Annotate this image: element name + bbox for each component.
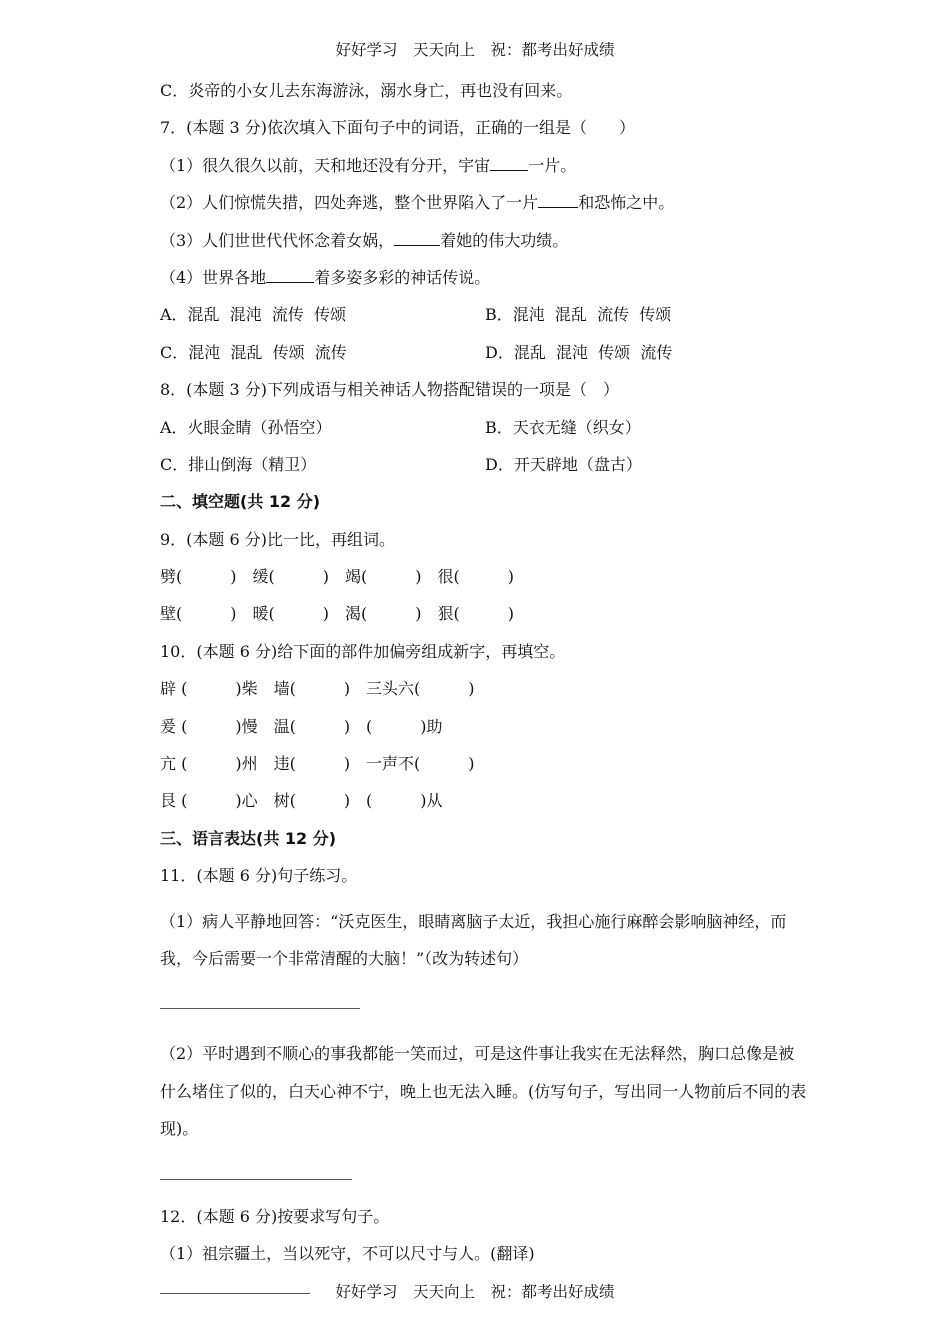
q7-sentence-3: [160, 230, 810, 267]
q7-3-text-a: （3）人们世世代代怀念着女娲，: [160, 230, 395, 250]
q8-option-d[interactable]: D．开天辟地（盘古）: [485, 454, 642, 474]
q11-part-1: （1）病人平静地回答：“沃克医生，眼睛离脑子太近，我担心施行麻醉会影响脑神经，而我，今后需要一个非常清醒的大脑！”（改为转述句）: [160, 911, 787, 968]
q7-1-text-a: （1）很久很久以前，天和地还没有分开，宇宙: [160, 155, 491, 175]
page-header: 好好学习 天天向上 祝：都考出好成绩: [335, 41, 615, 59]
fill-blank[interactable]: [394, 231, 440, 246]
q7-3-text-b: 着她的伟大功绩。: [440, 230, 569, 250]
q7-4-text-a: （4）世界各地: [160, 267, 267, 287]
q12-stem: 12．(本题 6 分)按要求写句子。: [160, 1206, 390, 1226]
q10-row-1[interactable]: 辟 ( )柴 墙( ) 三头六( ): [160, 679, 475, 699]
q10-stem: 10．(本题 6 分)给下面的部件加偏旁组成新字，再填空。: [160, 641, 566, 661]
section-2-heading: 二、填空题(共 12 分): [160, 492, 321, 512]
q10-row-4[interactable]: 艮 ( )心 树( ) ( )从: [160, 791, 443, 811]
q10-row-2[interactable]: 爰 ( )慢 温( ) ( )助: [160, 716, 443, 736]
worksheet-content: [160, 80, 810, 1320]
q6-option-c: C．炎帝的小女儿去东海游泳，溺水身亡，再也没有回来。: [160, 81, 573, 100]
q8-stem: 8．(本题 3 分)下列成语与相关神话人物搭配错误的一项是（ ）: [160, 380, 620, 400]
q12-part-1: （1）祖宗疆土，当以死守，不可以尺寸与人。(翻译): [160, 1244, 535, 1264]
q7-2-text-a: （2）人们惊慌失措，四处奔逃，整个世界陷入了一片: [160, 193, 539, 213]
q8-option-c[interactable]: C．排山倒海（精卫）: [160, 454, 317, 474]
q11-stem: 11．(本题 6 分)句子练习。: [160, 866, 358, 886]
q7-option-d[interactable]: D．混乱 混沌 传颂 流传: [485, 342, 673, 362]
q7-options-ab: [160, 304, 810, 341]
q7-sentence-4: [160, 267, 810, 304]
q7-option-c[interactable]: C．混沌 混乱 传颂 流传: [160, 342, 347, 362]
q10-row-3[interactable]: 亢 ( )州 违( ) 一声不( ): [160, 754, 475, 774]
page-footer: 好好学习 天天向上 祝：都考出好成绩: [335, 1283, 615, 1301]
q8-options-ab: [160, 417, 810, 454]
section-3-heading: 三、语言表达(共 12 分): [160, 828, 337, 848]
q7-option-b[interactable]: B．混沌 混乱 流传 传颂: [485, 305, 672, 325]
q9-row-2[interactable]: 壁( ) 暖( ) 渴( ) 狠( ): [160, 604, 514, 624]
q7-sentence-2: [160, 192, 810, 229]
answer-line[interactable]: [160, 1178, 352, 1180]
q7-1-text-b: 一片。: [528, 155, 577, 175]
q8-option-b[interactable]: B．天衣无缝（织女）: [485, 417, 641, 437]
q7-option-a[interactable]: A．混乱 混沌 流传 传颂: [160, 305, 347, 325]
fill-blank[interactable]: [538, 193, 578, 208]
q9-row-1[interactable]: 劈( ) 缓( ) 竭( ) 很( ): [160, 567, 514, 587]
q7-options-cd: [160, 342, 810, 379]
q8-options-cd: [160, 454, 810, 491]
q7-sentence-1: [160, 155, 810, 192]
q11-part-2: （2）平时遇到不顺心的事我都能一笑而过，可是这件事让我实在无法释然，胸口总像是被什么堵住了似的，白天心神不宁，晚上也无法入睡。(仿写句子，写出同一人物前后不同的表现)。: [160, 1044, 807, 1139]
q7-2-text-b: 和恐怖之中。: [578, 193, 675, 213]
answer-line[interactable]: [160, 1007, 360, 1009]
q9-stem: 9．(本题 6 分)比一比，再组词。: [160, 529, 396, 549]
q8-option-a[interactable]: A．火眼金睛（孙悟空）: [160, 417, 332, 437]
fill-blank[interactable]: [490, 156, 528, 171]
q7-stem: 7．(本题 3 分)依次填入下面句子中的词语，正确的一组是（ ）: [160, 118, 636, 138]
fill-blank[interactable]: [266, 268, 314, 283]
q7-4-text-b: 着多姿多彩的神话传说。: [314, 267, 491, 287]
